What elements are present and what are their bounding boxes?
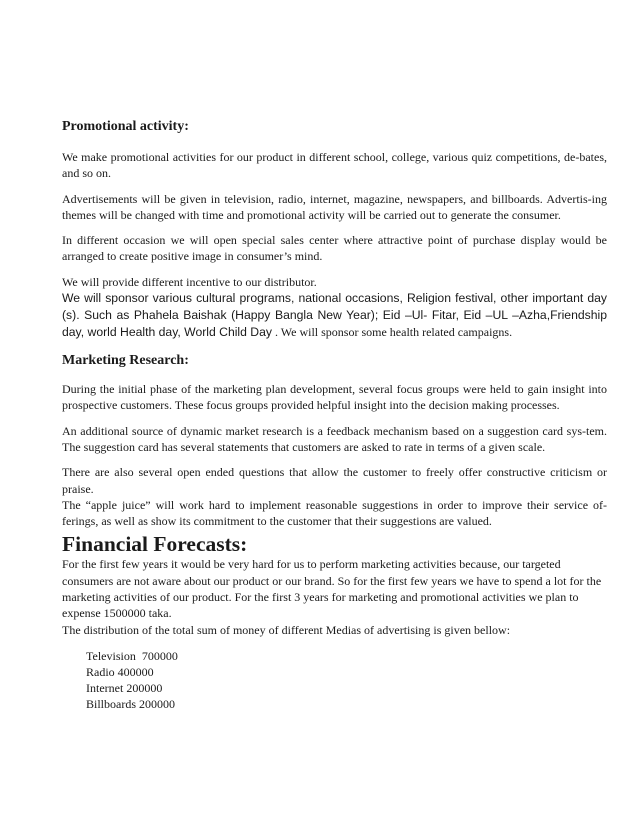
research-paragraph-2: An additional source of dynamic market research is a feedback mechanism based on a suggestion card sys-tem. The suggestion card has several statements that customers are asked to rate in terms of a given scale.	[62, 423, 607, 454]
forecast-paragraph-1: For the first few years it would be very hard for us to perform marketing activities because, our targeted consumers are not aware about our product or our brand. So for the first few years we have to spend a lot for the marketing activities of our product. For the first 3 years for marketing and promotional activities we plan to expense 1500000 taka.	[62, 557, 602, 621]
media-item-television: Television 700000	[86, 648, 178, 663]
promo-paragraph-3: In different occasion we will open special sales center where attractive point of purchase display would be arranged to create positive image in consumer’s mind.	[62, 233, 607, 264]
forecast-paragraph-2: The distribution of the total sum of money of different Medias of advertising is given bellow:	[62, 622, 511, 637]
media-item-billboards: Billboards 200000	[86, 696, 175, 711]
promo-paragraph-5	[62, 290, 607, 341]
sponsor-text: We will sponsor various cultural programs, national occasions, Religion festival, other important day (s). Such as Phahela Baishak (Happy Bangla New Year); Eid –Ul- Fitar, Eid –UL –Azha,Friendship day, world Health day, World Child Day	[62, 291, 607, 340]
research-paragraph-3: There are also several open ended questions that allow the customer to freely offer constructive criticism or praise.	[62, 465, 607, 496]
page-content	[62, 118, 607, 712]
promo-paragraph-2: Advertisements will be given in television, radio, internet, magazine, newspapers, and billboards. Advertis-ing themes will be changed with time and promotional activity will be carried out to generate the consumer.	[62, 191, 607, 222]
media-distribution-list	[86, 648, 607, 712]
research-paragraph-1: During the initial phase of the marketing plan development, several focus groups were held to gain insight into prospective customers. These focus groups provided helpful insight into the decision making processes.	[62, 382, 607, 413]
promotional-activity-heading: Promotional activity:	[62, 119, 189, 134]
promo-paragraph-1: We make promotional activities for our product in different school, college, various quiz competitions, de-bates, and so on.	[62, 150, 607, 181]
media-item-internet: Internet 200000	[86, 680, 163, 695]
financial-forecasts-heading: Financial Forecasts:	[62, 532, 248, 557]
marketing-research-heading: Marketing Research:	[62, 353, 189, 369]
promo-paragraph-4: We will provide different incentive to our distributor.	[62, 274, 317, 289]
research-paragraph-4: The “apple juice” will work hard to implement reasonable suggestions in order to improve their service of-ferings, as well as show its commitment to the customer that their suggestions are valued.	[62, 497, 607, 529]
media-item-radio: Radio 400000	[86, 664, 154, 679]
health-campaign-text: . We will sponsor some health related campaigns.	[271, 325, 513, 340]
